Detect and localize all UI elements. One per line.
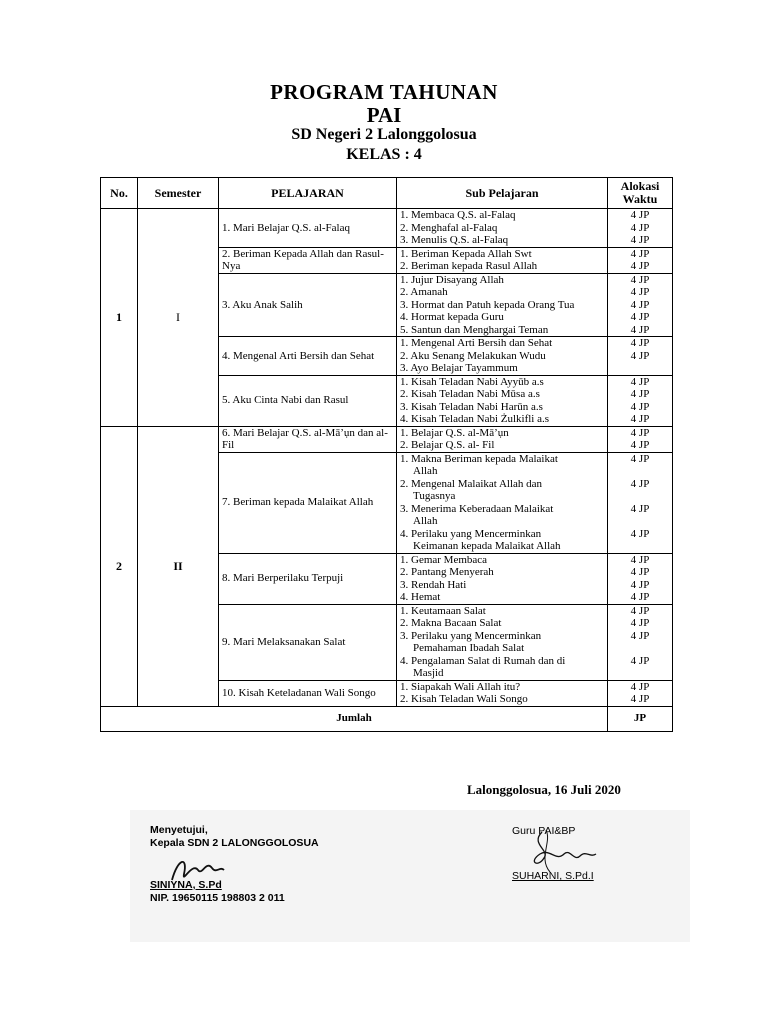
sub-lesson-item: 3. Perilaku yang Mencerminkan	[400, 629, 542, 642]
place-and-date: Lalonggolosua, 16 Juli 2020	[467, 782, 621, 797]
sub-lesson-item: 1. Belajar Q.S. al-Mā’ụn	[400, 426, 509, 439]
time-allocation-item: 4 JP	[630, 439, 650, 451]
sub-lesson-item: 3. Menerima Keberadaan Malaikat	[400, 502, 554, 515]
semester-cell: II	[138, 426, 219, 706]
principal-nip: NIP. 19650115 198803 2 011	[150, 892, 285, 904]
lesson-title: 6. Mari Belajar Q.S. al-Mā’ụn dan al-Fil	[219, 426, 397, 452]
time-allocation-item: 4 JP	[630, 323, 650, 336]
sub-lesson-item: 1. Jujur Disayang Allah	[400, 273, 504, 286]
sub-lesson-item: Allah	[413, 515, 438, 527]
time-allocation-item: 4 JP	[630, 553, 650, 566]
sub-lesson-cell	[397, 553, 608, 604]
sub-lesson-item: 4. Kisah Teladan Nabi Żulkifli a.s	[400, 413, 550, 425]
sub-lesson-item: 1. Makna Beriman kepada Malaikat	[400, 452, 558, 465]
sub-lesson-item: 4. Pengalaman Salat di Rumah dan di	[400, 654, 566, 667]
time-allocation-cell	[608, 680, 673, 706]
time-allocation-item: 4 JP	[630, 680, 650, 693]
sub-lesson-cell	[397, 247, 608, 273]
sub-lesson-item: 1. Membaca Q.S. al-Falaq	[400, 209, 516, 221]
time-allocation-item: 4 JP	[630, 349, 650, 362]
total-row	[101, 706, 673, 731]
sub-lesson-item: 2. Amanah	[400, 286, 448, 298]
document-title: PROGRAM TAHUNAN	[270, 80, 498, 104]
lesson-title: 9. Mari Melaksanakan Salat	[219, 604, 397, 680]
time-allocation-item: 4 JP	[630, 337, 650, 349]
time-allocation-item: 4 JP	[630, 375, 650, 388]
time-allocation-item: 4 JP	[630, 273, 650, 286]
sub-lesson-item: 2. Pantang Menyerah	[400, 566, 494, 578]
sub-lesson-cell	[397, 426, 608, 452]
header-sub-lesson: Sub Pelajaran	[397, 178, 608, 209]
time-allocation-item	[611, 667, 669, 680]
document-subject: PAI	[366, 103, 402, 127]
sub-lesson-cell	[397, 452, 608, 553]
lesson-title: 2. Beriman Kepada Allah dan Rasul-Nya	[219, 247, 397, 273]
time-allocation-item: 4 JP	[630, 388, 650, 400]
time-allocation-cell	[608, 375, 673, 426]
principal-signature-icon	[168, 852, 228, 888]
row-number: 2	[101, 426, 138, 706]
time-allocation-item: 4 JP	[630, 693, 650, 705]
time-allocation-item: 4 JP	[630, 502, 650, 515]
principal-name: SINIYNA, S.Pd	[150, 879, 222, 891]
sub-lesson-cell	[397, 680, 608, 706]
sub-lesson-item: Keimanan kepada Malaikat Allah	[413, 540, 561, 552]
teacher-title: Guru PAI&BP	[512, 825, 576, 837]
sub-lesson-item: 2. Kisah Teladan Nabi Mūsa a.s	[400, 388, 540, 400]
sub-lesson-item: Allah	[413, 465, 438, 477]
time-allocation-item: 4 JP	[630, 286, 650, 298]
lesson-title: 3. Aku Anak Salih	[219, 273, 397, 337]
sub-lesson-item: Pemahaman Ibadah Salat	[413, 642, 525, 654]
time-allocation-item: 4 JP	[630, 477, 650, 490]
time-allocation-item	[611, 362, 669, 375]
time-allocation-item: 4 JP	[630, 413, 650, 425]
sub-lesson-item: 1. Beriman Kepada Allah Swt	[400, 247, 532, 260]
sub-lesson-cell	[397, 337, 608, 376]
time-allocation-cell	[608, 426, 673, 452]
time-allocation-item: 4 JP	[630, 527, 650, 540]
time-allocation-cell	[608, 337, 673, 376]
time-allocation-item: 4 JP	[630, 400, 650, 413]
header-alloc-line1: Alokasi	[620, 179, 660, 193]
time-allocation-item	[611, 540, 669, 553]
header-alloc-line2: Waktu	[622, 192, 658, 206]
sub-lesson-item: 5. Santun dan Menghargai Teman	[400, 323, 549, 336]
school-name: SD Negeri 2 Lalonggolosua	[291, 126, 477, 143]
time-allocation-cell	[608, 452, 673, 553]
lesson-title: 8. Mari Berperilaku Terpuji	[219, 553, 397, 604]
header-time-allocation	[608, 178, 673, 209]
time-allocation-item: 4 JP	[630, 629, 650, 642]
time-allocation-cell	[608, 604, 673, 680]
time-allocation-item: 4 JP	[630, 566, 650, 578]
header-lesson: PELAJARAN	[219, 178, 397, 209]
total-value: JP	[608, 706, 673, 731]
header-semester: Semester	[138, 178, 219, 209]
sub-lesson-item: 4. Hemat	[400, 591, 441, 603]
sub-lesson-item: 2. Aku Senang Melakukan Wudu	[400, 349, 546, 362]
sub-lesson-item: 3. Ayo Belajar Tayammum	[400, 362, 518, 374]
sub-lesson-item: 2. Beriman kepada Rasul Allah	[400, 260, 538, 272]
sub-lesson-item: Masjid	[413, 667, 444, 679]
time-allocation-item: 4 JP	[630, 426, 650, 439]
sub-lesson-item: 1. Siapakah Wali Allah itu?	[400, 680, 521, 693]
sub-lesson-cell	[397, 604, 608, 680]
time-allocation-item	[611, 465, 669, 478]
sub-lesson-cell	[397, 209, 608, 248]
lesson-title: 7. Beriman kepada Malaikat Allah	[219, 452, 397, 553]
time-allocation-item: 4 JP	[630, 260, 650, 272]
table-row	[101, 426, 673, 452]
time-allocation-cell	[608, 273, 673, 337]
time-allocation-item: 4 JP	[630, 234, 650, 246]
sub-lesson-item: 2. Kisah Teladan Wali Songo	[400, 693, 528, 705]
sub-lesson-item: 2. Belajar Q.S. al- Fil	[400, 439, 495, 451]
sub-lesson-item: 2. Makna Bacaan Salat	[400, 617, 502, 629]
teacher-name: SUHARNI, S.Pd.I	[512, 870, 594, 882]
sub-lesson-item: 3. Menulis Q.S. al-Falaq	[400, 234, 509, 246]
time-allocation-item: 4 JP	[630, 311, 650, 323]
time-allocation-item: 4 JP	[630, 604, 650, 617]
teacher-signature-icon	[520, 828, 600, 878]
lesson-title: 5. Aku Cinta Nabi dan Rasul	[219, 375, 397, 426]
sub-lesson-item: 1. Gemar Membaca	[400, 553, 488, 566]
grade-label: KELAS : 4	[346, 146, 422, 163]
time-allocation-item	[611, 642, 669, 655]
approval-label: Menyetujui,	[150, 824, 208, 836]
sub-lesson-cell	[397, 375, 608, 426]
header-no: No.	[101, 178, 138, 209]
sub-lesson-item: 1. Mengenal Arti Bersih dan Sehat	[400, 337, 553, 349]
row-number: 1	[101, 209, 138, 427]
sub-lesson-item: 2. Menghafal al-Falaq	[400, 221, 498, 234]
sub-lesson-item: Tugasnya	[413, 490, 456, 502]
sub-lesson-item: 4. Perilaku yang Mencerminkan	[400, 527, 542, 540]
time-allocation-item: 4 JP	[630, 654, 650, 667]
time-allocation-item: 4 JP	[630, 221, 650, 234]
sub-lesson-item: 2. Mengenal Malaikat Allah dan	[400, 477, 543, 490]
sub-lesson-item: 1. Keutamaan Salat	[400, 604, 486, 617]
sub-lesson-item: 4. Hormat kepada Guru	[400, 311, 504, 323]
table-row	[101, 209, 673, 248]
sub-lesson-item: 1. Kisah Teladan Nabi Ayyūb a.s	[400, 375, 544, 388]
time-allocation-item: 4 JP	[630, 617, 650, 629]
total-label: Jumlah	[101, 706, 608, 731]
sub-lesson-item: 3. Kisah Teladan Nabi Harūn a.s	[400, 400, 543, 413]
time-allocation-cell	[608, 209, 673, 248]
time-allocation-cell	[608, 553, 673, 604]
annual-program-table	[100, 177, 673, 732]
time-allocation-item	[611, 490, 669, 503]
sub-lesson-item: 3. Rendah Hati	[400, 578, 467, 591]
lesson-title: 4. Mengenal Arti Bersih dan Sehat	[219, 337, 397, 376]
time-allocation-item	[611, 515, 669, 528]
time-allocation-item: 4 JP	[630, 209, 650, 221]
principal-title: Kepala SDN 2 LALONGGOLOSUA	[150, 837, 319, 849]
time-allocation-item: 4 JP	[630, 452, 650, 465]
lesson-title: 10. Kisah Keteladanan Wali Songo	[219, 680, 397, 706]
time-allocation-item: 4 JP	[630, 298, 650, 311]
time-allocation-item: 4 JP	[630, 578, 650, 591]
semester-cell: I	[138, 209, 219, 427]
time-allocation-item: 4 JP	[630, 247, 650, 260]
time-allocation-cell	[608, 247, 673, 273]
table-header-row	[101, 178, 673, 209]
sub-lesson-item: 3. Hormat dan Patuh kepada Orang Tua	[400, 298, 575, 311]
time-allocation-item: 4 JP	[630, 591, 650, 603]
lesson-title: 1. Mari Belajar Q.S. al-Falaq	[219, 209, 397, 248]
sub-lesson-cell	[397, 273, 608, 337]
